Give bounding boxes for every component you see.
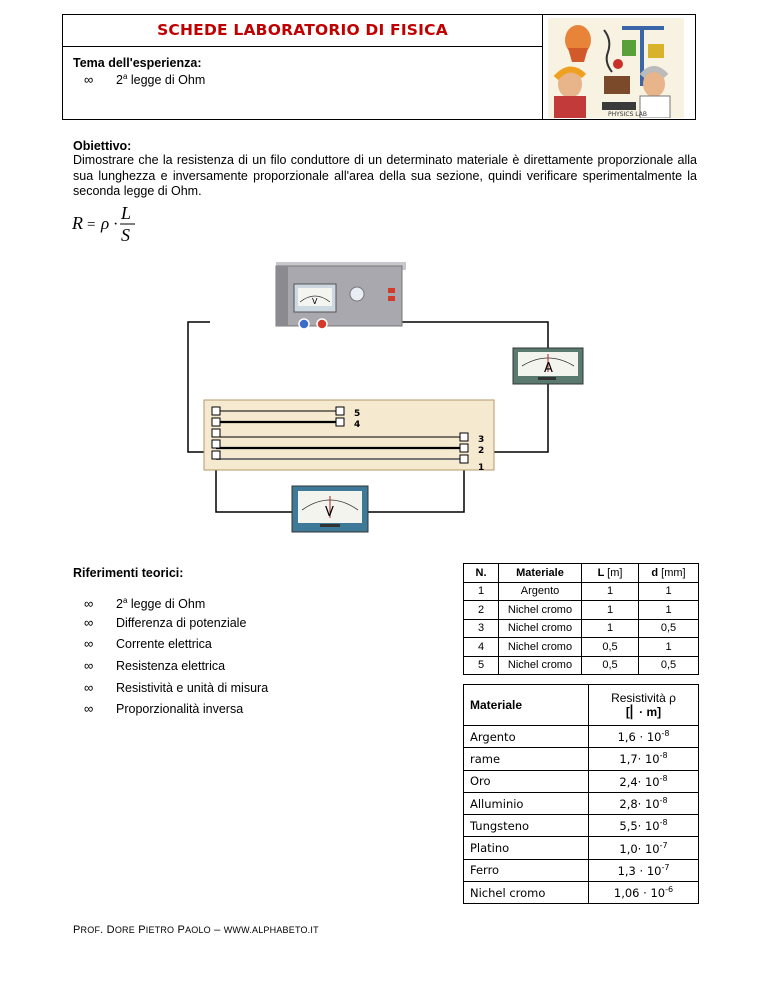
footer-text: . xyxy=(100,924,107,936)
references-label: Riferimenti teorici: xyxy=(73,566,184,580)
cell-resistivity xyxy=(589,882,699,904)
infinity-bullet-icon: ∞ xyxy=(84,679,94,695)
page-title: SCHEDE LABORATORIO DI FISICA xyxy=(157,21,448,39)
header-diameter xyxy=(639,564,699,583)
cell-resistivity xyxy=(589,748,699,770)
theme-label: Tema dell'esperienza: xyxy=(73,56,202,70)
voltmeter-symbol: V xyxy=(325,505,334,520)
table-row xyxy=(464,726,699,748)
table-row xyxy=(464,656,699,675)
cell-resistivity xyxy=(589,792,699,814)
table-row xyxy=(464,770,699,792)
resistivity-exponent: -7 xyxy=(661,862,670,872)
cell-resistivity xyxy=(589,770,699,792)
supply-meter-symbol: V xyxy=(312,297,318,306)
infinity-bullet-icon: ∞ xyxy=(84,636,94,652)
resistivity-mantissa: 1,7· 10 xyxy=(619,752,660,767)
cell-n: 1 xyxy=(464,582,499,601)
cell-length: 1 xyxy=(582,601,639,620)
wire-label-5: 5 xyxy=(354,409,361,419)
infinity-bullet-icon: ∞ xyxy=(84,658,94,674)
resistivity-exponent: -6 xyxy=(665,885,674,895)
cell-n: 3 xyxy=(464,619,499,638)
cell-material: Alluminio xyxy=(464,792,589,814)
cell-material: Platino xyxy=(464,837,589,859)
cell-diameter: 0,5 xyxy=(639,619,699,638)
cell-diameter: 0,5 xyxy=(639,656,699,675)
cell-diameter: 1 xyxy=(639,601,699,620)
objective-label: Obiettivo: xyxy=(73,139,132,153)
cell-resistivity xyxy=(589,837,699,859)
list-item xyxy=(84,677,268,699)
ohm-formula xyxy=(68,200,148,244)
theme-item xyxy=(84,72,205,87)
cell-n: 2 xyxy=(464,601,499,620)
cell-material: Nichel cromo xyxy=(499,638,582,657)
cell-material: rame xyxy=(464,748,589,770)
wire-table xyxy=(463,563,699,675)
resistivity-mantissa: 2,4· 10 xyxy=(619,774,660,789)
cartoon-caption: PHYSICS LAB xyxy=(608,111,647,118)
infinity-bullet-icon: ∞ xyxy=(84,701,94,717)
reference-text: Differenza di potenziale xyxy=(116,615,247,630)
cell-material: Oro xyxy=(464,770,589,792)
header-divider-horizontal xyxy=(63,46,542,47)
resistivity-exponent: -8 xyxy=(659,773,668,783)
wire-label-4: 4 xyxy=(354,420,361,430)
list-item xyxy=(84,590,268,612)
table-row xyxy=(464,619,699,638)
resistivity-exponent: -8 xyxy=(661,729,670,739)
header-resistivity xyxy=(589,685,699,726)
resistivity-exponent: -8 xyxy=(659,818,668,828)
cell-n: 5 xyxy=(464,656,499,675)
cell-diameter: 1 xyxy=(639,582,699,601)
theme-text: legge di Ohm xyxy=(127,73,206,87)
table-row xyxy=(464,601,699,620)
power-supply xyxy=(276,262,406,329)
footer-text: P xyxy=(138,924,146,936)
cell-material: Ferro xyxy=(464,859,589,881)
resistivity-mantissa: 5,5· 10 xyxy=(619,819,660,834)
reference-text: Resistenza elettrica xyxy=(116,659,226,674)
cell-material: Tungsteno xyxy=(464,815,589,837)
resistivity-mantissa: 1,0· 10 xyxy=(619,841,660,856)
footer-text: D xyxy=(106,924,115,936)
formula-denominator: S xyxy=(121,225,130,244)
footer-text: P xyxy=(177,924,186,936)
list-item xyxy=(84,655,268,677)
header-material: Materiale xyxy=(499,564,582,583)
wire-label-2: 2 xyxy=(478,446,485,456)
header-diameter-symbol: d xyxy=(651,566,659,579)
cell-material: Argento xyxy=(464,726,589,748)
list-item xyxy=(84,612,268,634)
infinity-bullet-icon: ∞ xyxy=(84,614,94,630)
list-item xyxy=(84,633,268,655)
cell-material: Argento xyxy=(499,582,582,601)
footer-text: ROF xyxy=(80,925,101,935)
theme-number: 2 xyxy=(116,73,123,87)
reference-number: 2 xyxy=(116,597,123,611)
cell-material: Nichel cromo xyxy=(499,619,582,638)
formula-numerator: L xyxy=(121,203,132,223)
voltmeter xyxy=(292,486,368,532)
circuit-diagram xyxy=(180,262,600,538)
reference-text: Proporzionalità inversa xyxy=(116,702,244,717)
resistivity-exponent: -8 xyxy=(659,751,668,761)
header-resistivity-unit: [⎜ · m] xyxy=(625,705,662,719)
reference-sup: a xyxy=(122,596,128,605)
cell-n: 4 xyxy=(464,638,499,657)
cell-resistivity xyxy=(589,726,699,748)
cell-material: Nichel cromo xyxy=(464,882,589,904)
table-row xyxy=(464,882,699,904)
resistivity-exponent: -7 xyxy=(659,840,668,850)
table-header-row xyxy=(464,685,699,726)
footer-text: AOLO xyxy=(185,925,211,935)
footer-text: ORE xyxy=(114,925,135,935)
resistivity-mantissa: 1,06 · 10 xyxy=(613,886,666,901)
footer-text: P xyxy=(73,924,81,936)
cell-length: 1 xyxy=(582,619,639,638)
objective-text: Dimostrare che la resistenza di un filo conduttore di un determinato materiale è direttamente proporzionale alla sua lunghezza e inversamente proporzionale all'area della sua sezione, quindi verificare sperimentalmente la seconda legge di Ohm. xyxy=(73,153,697,198)
wire-board xyxy=(204,400,494,473)
wire-label-3: 3 xyxy=(478,435,485,445)
table-row xyxy=(464,748,699,770)
reference-text: Resistività e unità di misura xyxy=(116,680,269,695)
cell-material: Nichel cromo xyxy=(499,601,582,620)
resistivity-exponent: -8 xyxy=(659,796,668,806)
infinity-bullet-icon: ∞ xyxy=(84,72,94,87)
physics-lab-cartoon-image xyxy=(548,18,684,118)
table-row xyxy=(464,837,699,859)
wire-label-1: 1 xyxy=(478,463,485,473)
cell-length: 1 xyxy=(582,582,639,601)
formula-equals: = xyxy=(87,217,96,233)
resistivity-mantissa: 2,8· 10 xyxy=(619,797,660,812)
header-material: Materiale xyxy=(464,685,589,726)
cell-resistivity xyxy=(589,815,699,837)
cell-material: Nichel cromo xyxy=(499,656,582,675)
footer-link[interactable]: WWW.ALPHABETO.IT xyxy=(223,925,319,935)
header-length-unit: [m] xyxy=(607,566,623,579)
footer-credit xyxy=(73,924,319,936)
header-divider-vertical xyxy=(542,15,543,119)
list-item xyxy=(84,698,268,720)
ammeter xyxy=(513,348,583,384)
cell-length: 0,5 xyxy=(582,656,639,675)
reference-text: Corrente elettrica xyxy=(116,637,212,652)
cell-length: 0,5 xyxy=(582,638,639,657)
table-header-row xyxy=(464,564,699,583)
resistivity-table xyxy=(463,684,699,904)
footer-text: IETRO xyxy=(145,925,175,935)
formula-rho: ρ xyxy=(101,214,110,233)
header-length xyxy=(582,564,639,583)
cell-diameter: 1 xyxy=(639,638,699,657)
infinity-bullet-icon: ∞ xyxy=(84,596,94,611)
header-n: N. xyxy=(464,564,499,583)
resistivity-mantissa: 1,3 · 10 xyxy=(617,863,662,878)
references-list xyxy=(84,590,268,720)
footer-text: – xyxy=(210,924,224,936)
header-resistivity-title: Resistività ρ xyxy=(611,691,676,705)
header-length-symbol: L xyxy=(597,566,605,579)
table-row xyxy=(464,859,699,881)
cell-resistivity xyxy=(589,859,699,881)
table-row xyxy=(464,582,699,601)
reference-rest: legge di Ohm xyxy=(127,597,206,611)
table-row xyxy=(464,638,699,657)
formula-dot: · xyxy=(113,216,119,233)
table-row xyxy=(464,792,699,814)
ammeter-symbol: A xyxy=(544,361,553,376)
table-row xyxy=(464,815,699,837)
theme-sup: a xyxy=(122,72,128,81)
formula-r: R xyxy=(72,213,83,233)
resistivity-mantissa: 1,6 · 10 xyxy=(617,730,662,745)
header-diameter-unit: [mm] xyxy=(661,566,686,579)
